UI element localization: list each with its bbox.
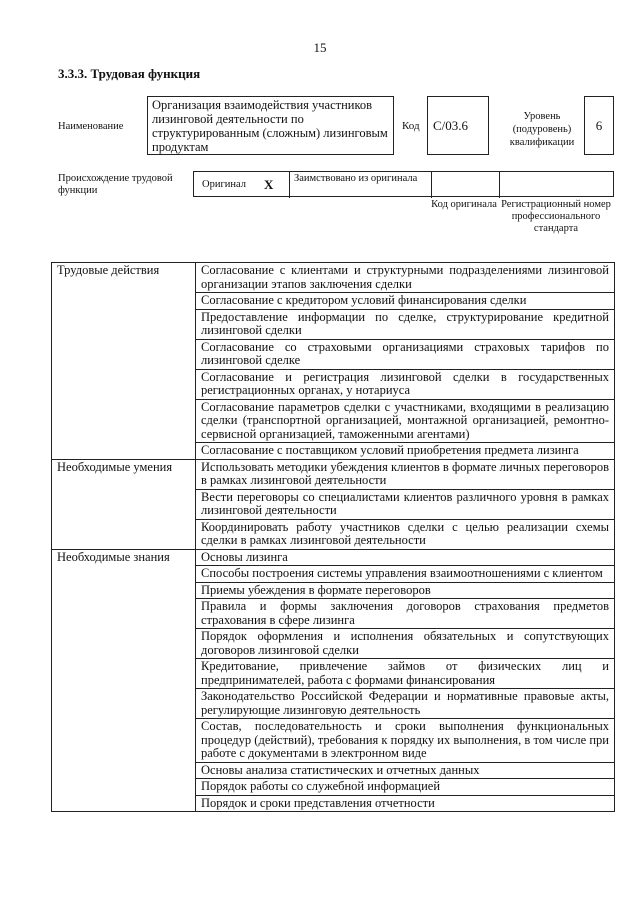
page-number: 15 [313, 40, 327, 55]
section-item: Порядок и сроки представления отчетности [196, 795, 615, 812]
section-item: Согласование со страховыми организациями страховых тарифов по лизинговой сделке [196, 339, 615, 369]
reg-number-cell [499, 172, 613, 198]
table-row [52, 263, 615, 293]
section-item: Вести переговоры со специалистами клиентов различного уровня в рамках лизинговой деятельности [196, 489, 615, 519]
code-box: C/03.6 [427, 96, 489, 155]
section-item: Согласование и регистрация лизинговой сделки в государственных регистрационных органах, у нотариуса [196, 369, 615, 399]
level-label: Уровень (подуровень) квалификации [509, 111, 575, 148]
section-item: Порядок работы со служебной информацией [196, 779, 615, 796]
section-item: Основы анализа статистических и отчетных данных [196, 762, 615, 779]
borrowed-cell [289, 172, 431, 198]
code-original-caption: Код оригинала [431, 199, 497, 210]
section-item: Основы лизинга [196, 549, 615, 566]
section-item: Порядок оформления и исполнения обязательных и сопутствующих договоров лизинговой сделки [196, 629, 615, 659]
origin-label: Происхождение трудовой функции [58, 173, 173, 196]
section-item: Кредитование, привлечение займов от физических лиц и предпринимателей, работа с формами финансирования [196, 659, 615, 689]
code-original-cell [431, 172, 499, 198]
section-category: Необходимые умения [52, 459, 196, 549]
section-category: Необходимые знания [52, 549, 196, 812]
section-item: Способы построения системы управления взаимоотношениями с клиентом [196, 566, 615, 583]
labor-function-table [51, 262, 615, 812]
table-row [52, 459, 615, 489]
level-box: 6 [584, 96, 614, 155]
section-item: Использовать методики убеждения клиентов в формате личных переговоров в рамках лизинговой деятельности [196, 459, 615, 489]
section-item: Законодательство Российской Федерации и нормативные правовые акты, регулирующие лизинговую деятельность [196, 689, 615, 719]
function-name-box: Организация взаимодействия участников лизинговой деятельности по структурированным (сложным) лизинговым продуктам [147, 96, 394, 155]
section-item: Согласование с поставщиком условий приобретения предмета лизинга [196, 443, 615, 460]
section-item: Правила и формы заключения договоров страхования предметов страхования в сфере лизинга [196, 599, 615, 629]
section-item: Предоставление информации по сделке, структурирование кредитной лизинговой сделки [196, 309, 615, 339]
origin-row [193, 171, 614, 197]
original-mark: X [264, 177, 274, 192]
borrowed-label: Заимствовано из оригинала [294, 173, 418, 184]
section-item: Координировать работу участников сделки с целью реализации схемы сделки в рамках лизинговой деятельности [196, 519, 615, 549]
section-item: Согласование с клиентами и структурными подразделениями лизинговой организации этапов заключения сделки [196, 263, 615, 293]
section-item: Согласование параметров сделки с участниками, входящими в реализацию сделки (транспортной организацией, монтажной организацией, ремонтно-сервисной организацией, таможенными агентами) [196, 399, 615, 443]
section-item: Согласование с кредитором условий финансирования сделки [196, 293, 615, 310]
name-label: Наименование [58, 121, 124, 132]
section-category: Трудовые действия [52, 263, 196, 460]
code-label: Код [402, 120, 420, 132]
section-item: Состав, последовательность и сроки выполнения функциональных процедур (действий), требования к порядку их выполнения, в том числе при работе с документами в электронном виде [196, 719, 615, 763]
table-row [52, 549, 615, 566]
section-title: 3.3.3. Трудовая функция [58, 66, 201, 81]
section-item: Приемы убеждения в формате переговоров [196, 582, 615, 599]
original-label: Оригинал [202, 179, 246, 190]
reg-number-caption: Регистрационный номер профессионального стандарта [501, 199, 611, 234]
